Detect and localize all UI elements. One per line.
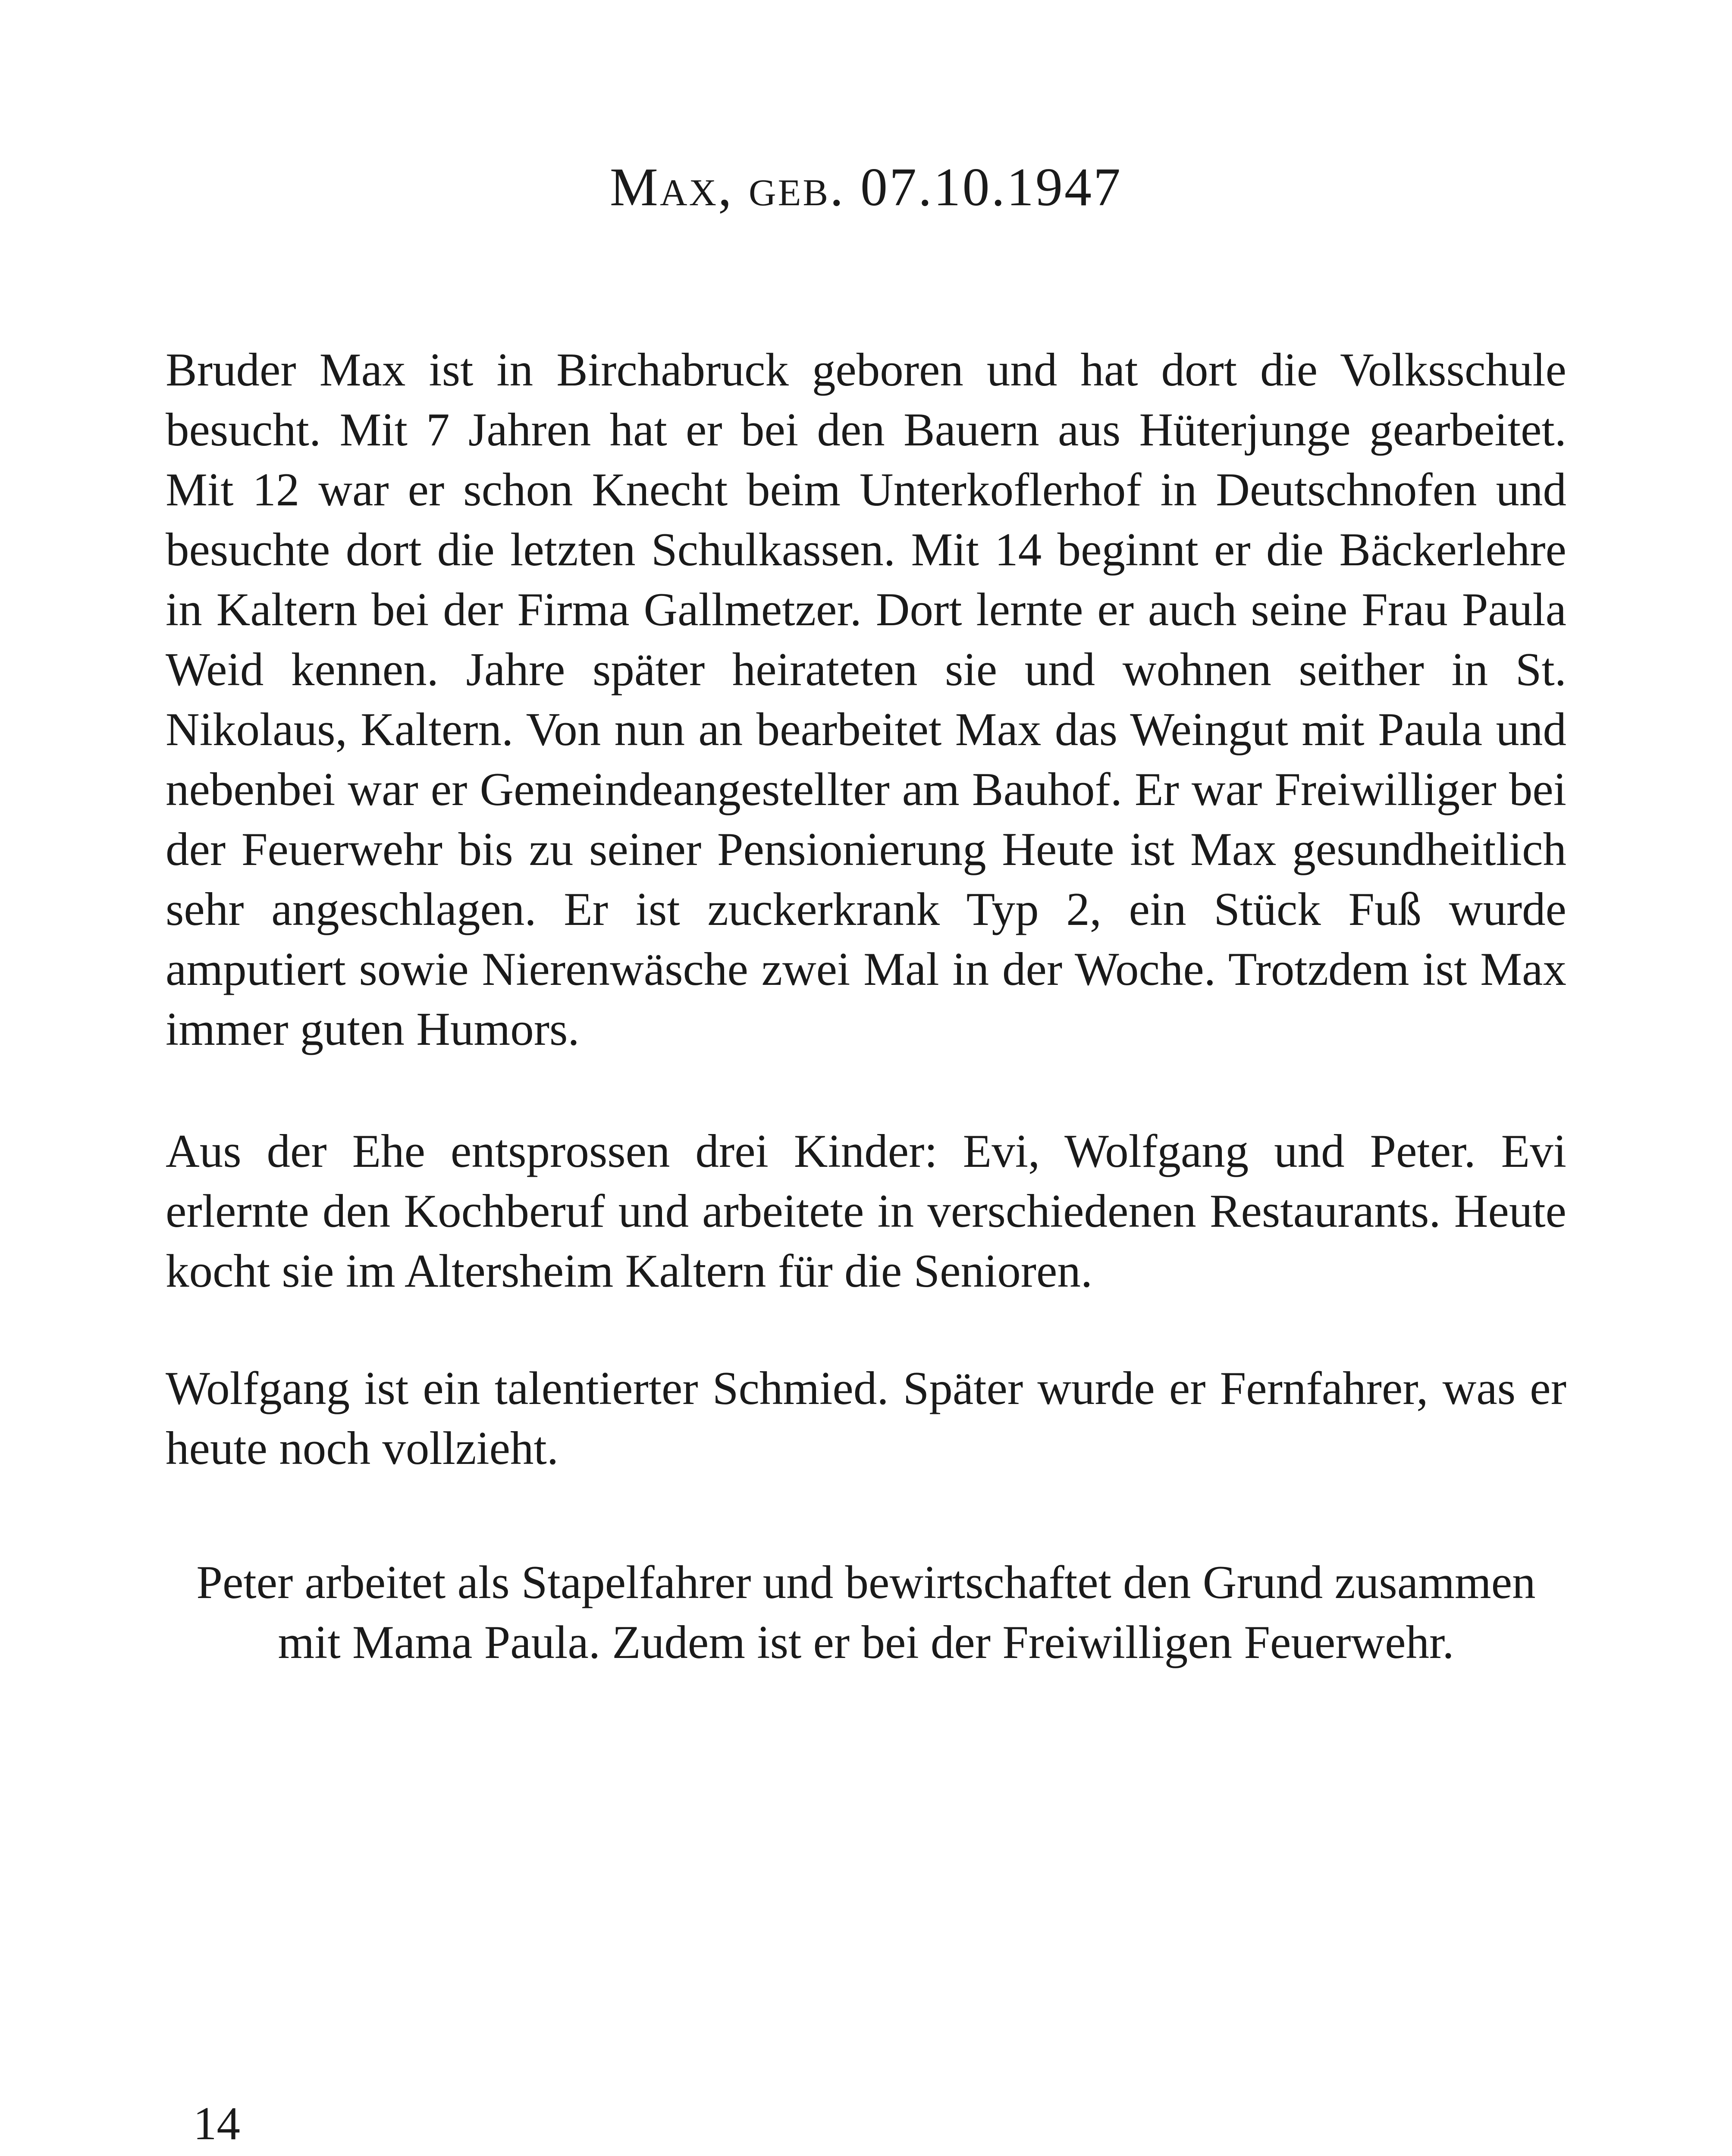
paragraph-biography: Bruder Max ist in Birchabruck geboren und hat dort die Volksschule besucht. Mit 7 Jahren hat er bei den Bauern aus Hüterjunge gearbeitet. Mit 12 war er schon Knecht beim Unterkoflerhof in Deutschnofen und besuchte dort die letzten Schulkassen. Mit 14 beginnt er die Bäckerlehre in Kaltern bei der Firma Gallmetzer. Dort lernte er auch seine Frau Paula Weid kennen. Jahre später heirateten sie und wohnen seither in St. Nikolaus, Kaltern. Von nun an bearbeitet Max das Weingut mit Paula und nebenbei war er Gemeindeangestellter am Bauhof. Er war Freiwilliger bei der Feuerwehr bis zu seiner Pensionierung Heute ist Max gesundheitlich sehr angeschlagen. Er ist zuckerkrank Typ 2, ein Stück Fuß wurde amputiert sowie Nierenwäsche zwei Mal in der Woche. Trotzdem ist Max immer guten Humors. <box>166 344 1566 1055</box>
chapter-heading: Max, geb. 07.10.1947 <box>609 157 1123 217</box>
paragraph-children: Aus der Ehe entsprossen drei Kinder: Evi, Wolfgang und Peter. Evi erlernte den Kochberuf und arbeitete in verschiedenen Restaurants. Heute kocht sie im Altersheim Kaltern für die Senioren. <box>166 1125 1566 1297</box>
page-number: 14 <box>193 2097 240 2150</box>
paragraph-wolfgang: Wolfgang ist ein talentierter Schmied. Später wurde er Fernfahrer, was er heute noch vollzieht. <box>166 1362 1566 1474</box>
paragraph-peter: Peter arbeitet als Stapelfahrer und bewirtschaftet den Grund zusammen mit Mama Paula. Zudem ist er bei der Freiwilligen Feuerwehr. <box>196 1556 1536 1668</box>
